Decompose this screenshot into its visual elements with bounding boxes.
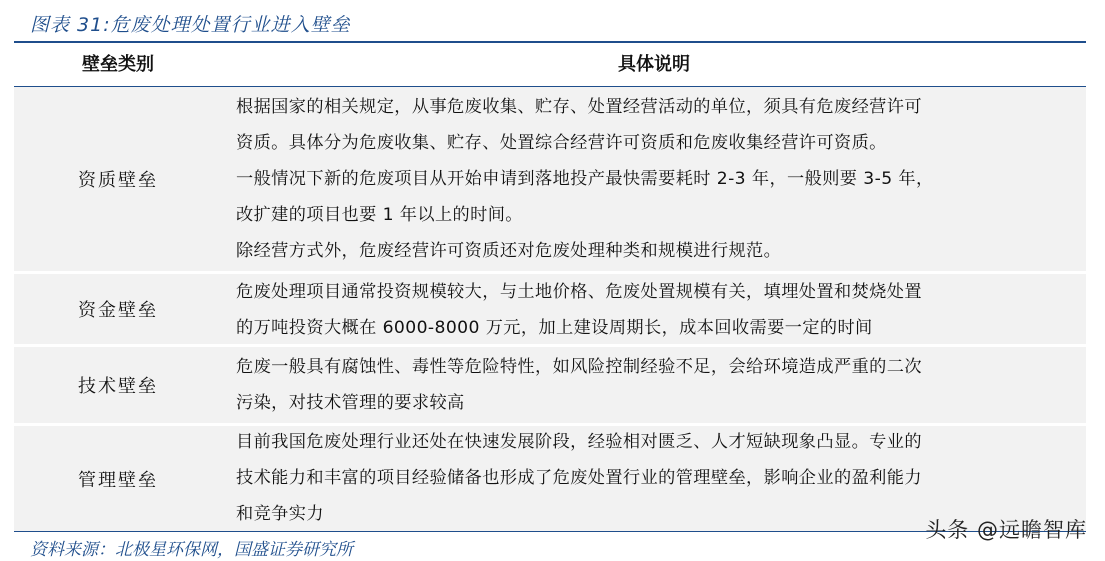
description-line: 污染，对技术管理的要求较高 [236, 393, 465, 413]
description-line: 危废处理项目通常投资规模较大，与土地价格、危废处置规模有关，填埋处置和焚烧处置 [236, 282, 922, 302]
table-row [14, 274, 1086, 344]
row-description [236, 89, 1070, 269]
description-line: 危废一般具有腐蚀性、毒性等危险特性，如风险控制经验不足，会给环境造成严重的二次 [236, 357, 922, 377]
source-note: 资料来源：北极星环保网，国盛证券研究所 [30, 540, 353, 560]
table-header [14, 43, 1086, 87]
description-line: 除经营方式外，危废经营许可资质还对危废处理种类和规模进行规范。 [236, 241, 782, 261]
description-line: 的万吨投资大概在 6000-8000 万元，加上建设周期长，成本回收需要一定的时间 [236, 318, 873, 338]
figure-title: 图表 31:危废处理处置行业进入壁垒 [30, 14, 351, 36]
description-line: 根据国家的相关规定，从事危废收集、贮存、处置经营活动的单位，须具有危废经营许可 [236, 97, 922, 117]
header-category: 壁垒类别 [82, 54, 154, 75]
description-line: 目前我国危废处理行业还处在快速发展阶段，经验相对匮乏、人才短缺现象凸显。专业的 [236, 432, 922, 452]
row-category: 技术壁垒 [78, 376, 158, 397]
description-line: 资质。具体分为危废收集、贮存、处置综合经营许可资质和危废收集经营许可资质。 [236, 133, 887, 153]
description-line: 技术能力和丰富的项目经验储备也形成了危废处置行业的管理壁垒，影响企业的盈利能力 [236, 468, 922, 488]
header-description: 具体说明 [618, 54, 690, 75]
row-description [236, 274, 1070, 346]
row-category: 管理壁垒 [78, 469, 158, 491]
description-line: 改扩建的项目也要 1 年以上的时间。 [236, 205, 523, 225]
description-line: 一般情况下新的危废项目从开始申请到落地投产最快需要耗时 2-3 年，一般则要 3-5 年， [236, 169, 934, 189]
row-category: 资质壁垒 [78, 170, 158, 191]
row-description [236, 349, 1070, 421]
row-category: 资金壁垒 [78, 300, 158, 321]
description-line: 和竞争实力 [236, 504, 324, 524]
table-row [14, 347, 1086, 423]
table-row [14, 87, 1086, 271]
watermark: 头条 @远瞻智库 [925, 518, 1087, 542]
